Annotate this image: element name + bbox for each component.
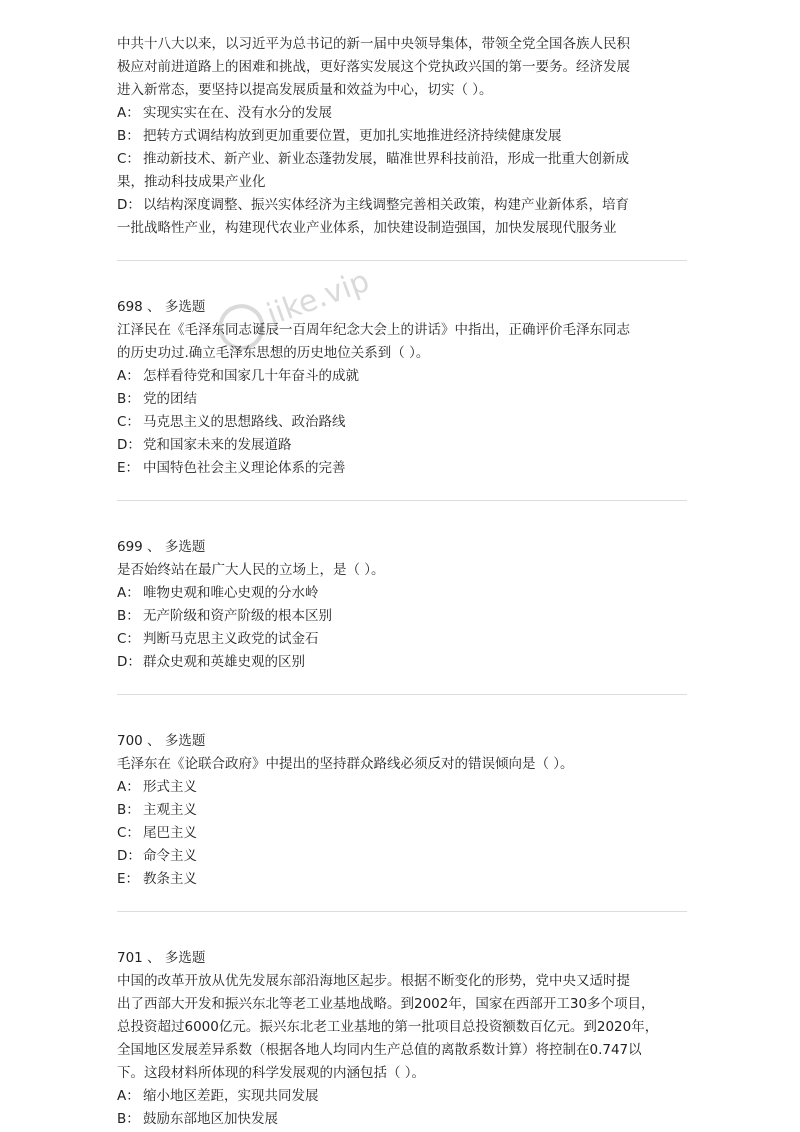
option-e — [117, 457, 687, 480]
divider — [117, 260, 687, 261]
question-stem-line: 江泽民在《毛泽东同志诞辰一百周年纪念大会上的讲话》中指出，正确评价毛泽东同志 — [117, 322, 630, 338]
option-key: C： — [117, 414, 140, 430]
option-key: B： — [117, 802, 140, 818]
question-stem-line: 全国地区发展差异系数（根据各地人均同内生产总值的离散系数计算）将控制在0.747以 — [117, 1042, 642, 1058]
question-stem-line: 总投资超过6000亿元。振兴东北老工业基地的第一批项目总投资额数百亿元。到2020年， — [117, 1019, 659, 1035]
option-text: 形式主义 — [143, 779, 197, 795]
question-block — [117, 947, 687, 1131]
option-text: 马克思主义的思想路线、政治路线 — [143, 414, 346, 430]
option-text: 把转方式调结构放到更加重要位置，更加扎实地推进经济持续健康发展 — [143, 128, 562, 144]
option-b — [117, 388, 687, 411]
option-text: 怎样看待党和国家几十年奋斗的成就 — [143, 368, 359, 384]
option-text: 以结构深度调整、振兴实体经济为主线调整完善相关政策，构建产业新体系，培育 — [143, 197, 629, 213]
option-text: 无产阶级和资产阶级的根本区别 — [143, 608, 332, 624]
question-header: 701 、 多选题 — [117, 950, 206, 966]
question-stem-line: 下。这段材料所体现的科学发展观的内涵包括（ ）。 — [117, 1065, 426, 1081]
option-text: 缩小地区差距，实现共同发展 — [143, 1088, 319, 1104]
option-key: B： — [117, 128, 140, 144]
document-page — [117, 33, 687, 1131]
option-text: 实现实实在在、没有水分的发展 — [143, 105, 332, 121]
option-a — [117, 102, 687, 125]
question-header: 699 、 多选题 — [117, 539, 206, 555]
divider — [117, 911, 687, 912]
option-a — [117, 1085, 687, 1108]
option-key: E： — [117, 460, 140, 476]
watermark-text: jike.vip — [262, 263, 374, 333]
option-key: C： — [117, 151, 140, 167]
option-text: 党的团结 — [143, 391, 197, 407]
option-text: 命令主义 — [143, 848, 197, 864]
option-d — [117, 434, 687, 457]
question-stem-line: 的历史功过.确立毛泽东思想的历史地位关系到（ ）。 — [117, 345, 430, 361]
option-d-cont: 一批战略性产业，构建现代农业产业体系，加快建设制造强国，加快发展现代服务业 — [117, 220, 617, 236]
question-list — [117, 260, 687, 1131]
option-key: A： — [117, 368, 140, 384]
divider — [117, 500, 687, 501]
option-c — [117, 822, 687, 845]
option-b — [117, 125, 687, 148]
option-text: 尾巴主义 — [143, 825, 197, 841]
option-key: A： — [117, 1088, 140, 1104]
option-text: 中国特色社会主义理论体系的完善 — [143, 460, 346, 476]
option-key: B： — [117, 1111, 140, 1127]
option-key: C： — [117, 825, 140, 841]
option-text: 主观主义 — [143, 802, 197, 818]
question-header: 700 、 多选题 — [117, 733, 206, 749]
question-stem-line: 极应对前进道路上的困难和挑战，更好落实发展这个党执政兴国的第一要务。经济发展 — [117, 59, 630, 75]
option-key: B： — [117, 608, 140, 624]
question-stem-line: 进入新常态，要坚持以提高发展质量和效益为中心，切实（ ）。 — [117, 82, 493, 98]
option-key: A： — [117, 105, 140, 121]
question-header: 698 、 多选题 — [117, 299, 206, 315]
question-block — [117, 730, 687, 891]
question-stem-line: 中共十八大以来，以习近平为总书记的新一届中央领导集体，带领全党全国各族人民积 — [117, 36, 630, 52]
option-c — [117, 411, 687, 434]
option-d — [117, 651, 687, 674]
question-stem-line: 毛泽东在《论联合政府》中提出的坚持群众路线必须反对的错误倾向是（ ）。 — [117, 756, 574, 772]
option-key: A： — [117, 585, 140, 601]
option-a — [117, 776, 687, 799]
option-key: D： — [117, 197, 141, 213]
option-b — [117, 1108, 687, 1131]
option-b — [117, 605, 687, 628]
question-stem-line: 是否始终站在最广大人民的立场上，是（ ）。 — [117, 562, 385, 578]
option-key: A： — [117, 779, 140, 795]
option-a — [117, 365, 687, 388]
option-c — [117, 628, 687, 651]
option-text: 推动新技术、新产业、新业态蓬勃发展，瞄准世界科技前沿，形成一批重大创新成 — [143, 151, 629, 167]
option-key: C： — [117, 631, 140, 647]
option-text: 党和国家未来的发展道路 — [143, 437, 292, 453]
option-key: D： — [117, 654, 141, 670]
option-e — [117, 868, 687, 891]
option-key: D： — [117, 437, 141, 453]
option-c — [117, 148, 687, 171]
question-intro — [117, 33, 687, 240]
option-key: D： — [117, 848, 141, 864]
option-key: E： — [117, 871, 140, 887]
option-key: B： — [117, 391, 140, 407]
option-text: 鼓励东部地区加快发展 — [143, 1111, 278, 1127]
question-stem-line: 出了西部大开发和振兴东北等老工业基地战略。到2002年，国家在西部开工30多个项目， — [117, 996, 655, 1012]
option-text: 群众史观和英雄史观的区别 — [143, 654, 305, 670]
option-c-cont: 果，推动科技成果产业化 — [117, 174, 266, 190]
question-block — [117, 296, 687, 480]
option-b — [117, 799, 687, 822]
question-block — [117, 536, 687, 674]
divider — [117, 694, 687, 695]
option-d — [117, 845, 687, 868]
option-d — [117, 194, 687, 217]
question-stem-line: 中国的改革开放从优先发展东部沿海地区起步。根据不断变化的形势，党中央又适时提 — [117, 973, 630, 989]
option-text: 唯物史观和唯心史观的分水岭 — [143, 585, 319, 601]
option-a — [117, 582, 687, 605]
option-text: 教条主义 — [143, 871, 197, 887]
option-text: 判断马克思主义政党的试金石 — [143, 631, 319, 647]
